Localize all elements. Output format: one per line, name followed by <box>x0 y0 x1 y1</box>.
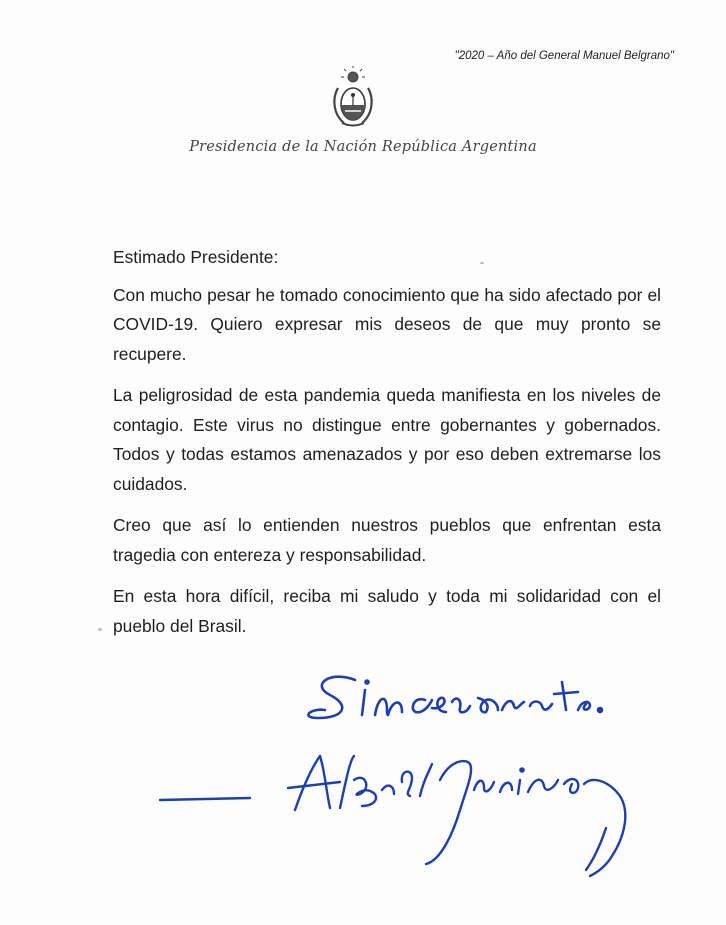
argentine-coat-of-arms-icon <box>330 66 376 128</box>
paragraph: Creo que así lo entienden nuestros pueblos que enfrentan esta tragedia con entereza y responsabilidad. <box>113 515 661 565</box>
closing-handwriting <box>308 677 602 718</box>
letter-body <box>113 243 661 653</box>
paper-speck <box>480 262 484 264</box>
paragraph: La peligrosidad de esta pandemia queda manifiesta en los niveles de contagio. Este virus no distingue entre gobernantes y gobernados. Todos y todas estamos amenazados y por eso deben extremarse los cuidados. <box>113 385 661 494</box>
salutation: Estimado Presidente: <box>113 247 279 267</box>
signature-handwriting <box>160 756 625 876</box>
handwritten-signature <box>150 660 670 890</box>
paragraph: Con mucho pesar he tomado conocimiento que ha sido afectado por el COVID-19. Quiero expresar mis deseos de que muy pronto se recupere. <box>113 284 661 364</box>
year-motto: "2020 – Año del General Manuel Belgrano" <box>454 50 674 62</box>
paper-speck <box>98 628 102 631</box>
paragraph: En esta hora difícil, reciba mi saludo y toda mi solidaridad con el pueblo del Brasil. <box>113 586 661 636</box>
institution-name: Presidencia de la Nación República Argentina <box>189 139 537 155</box>
